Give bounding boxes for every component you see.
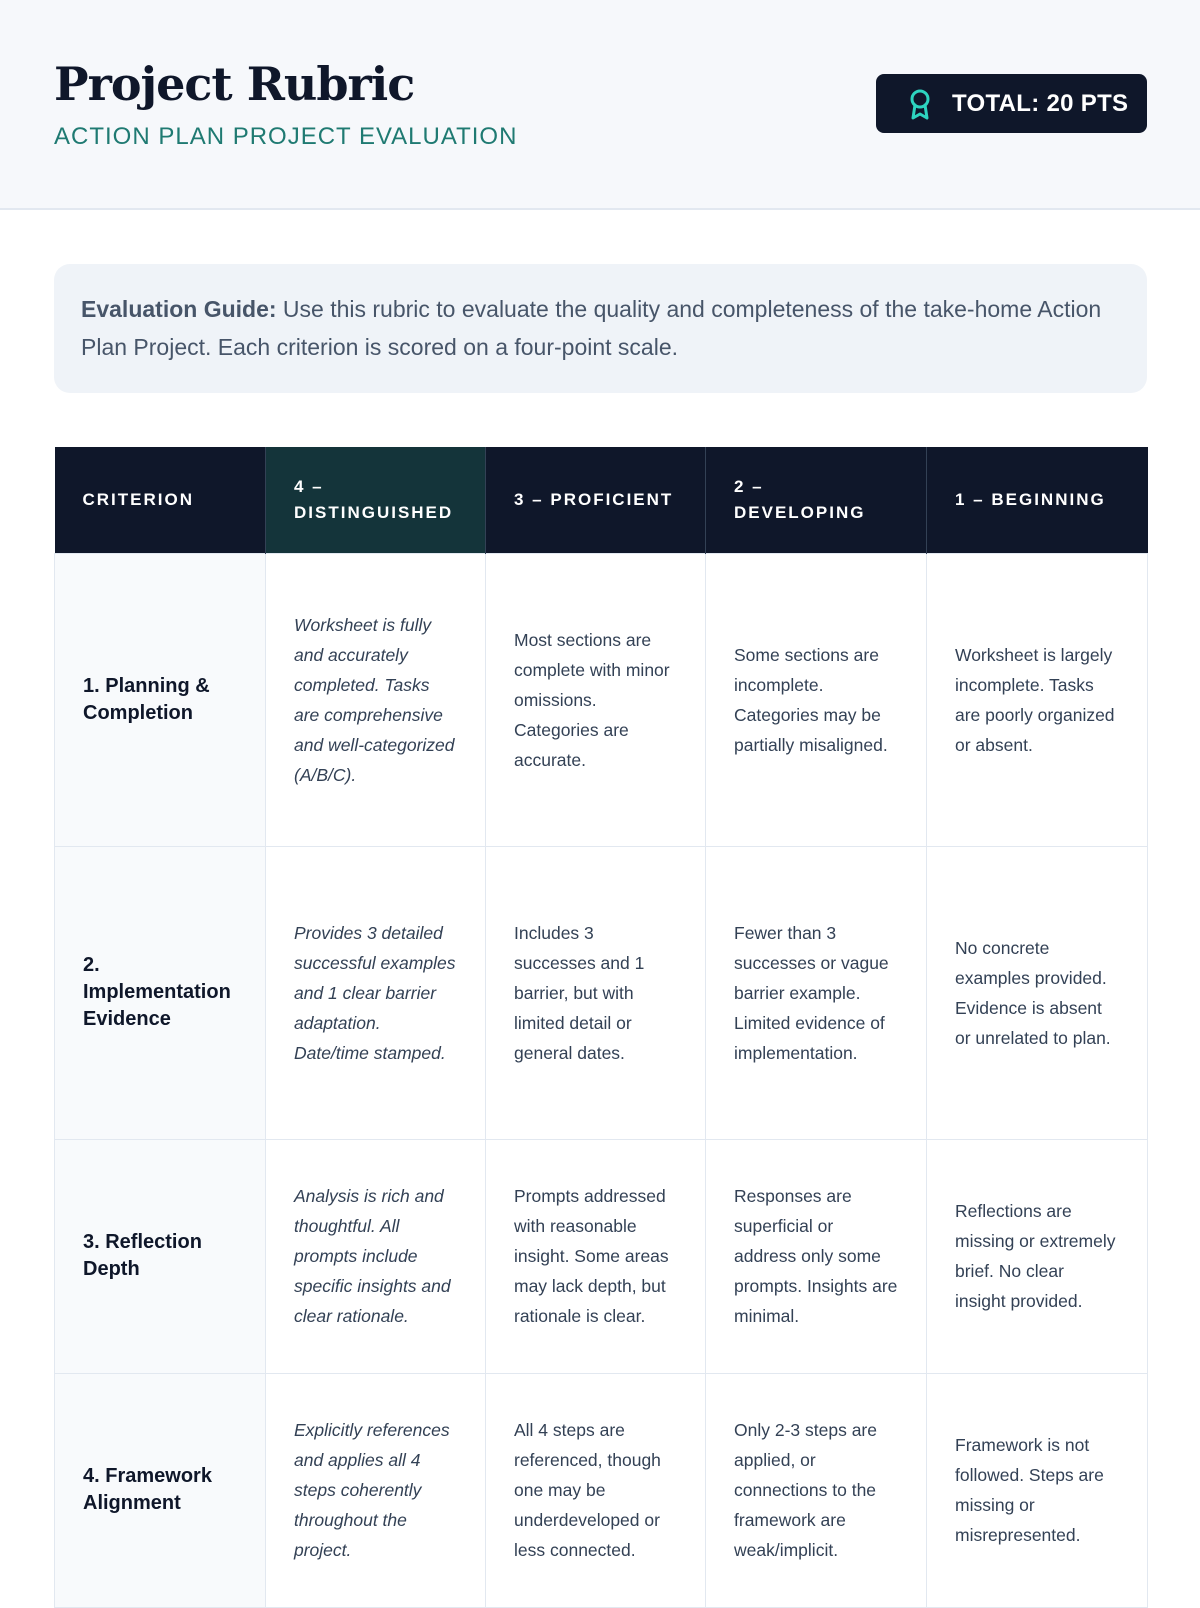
evaluation-guide xyxy=(54,264,1147,393)
column-header-beginning: 1 – BEGINNING xyxy=(927,447,1148,553)
award-ribbon-icon xyxy=(906,88,934,120)
criterion-cell: 2. Implementation Evidence xyxy=(55,846,266,1139)
proficient-cell: Includes 3 successes and 1 barrier, but with limited detail or general dates. xyxy=(486,846,706,1139)
rubric-header-row xyxy=(55,447,1148,553)
distinguished-cell: Worksheet is fully and accurately completed. Tasks are comprehensive and well-categorized (A/B/C). xyxy=(266,553,486,846)
distinguished-cell: Explicitly references and applies all 4 steps coherently throughout the project. xyxy=(266,1373,486,1607)
beginning-cell: No concrete examples provided. Evidence is absent or unrelated to plan. xyxy=(927,846,1148,1139)
page-title: Project Rubric xyxy=(54,57,415,111)
proficient-cell: Prompts addressed with reasonable insight. Some areas may lack depth, but rationale is clear. xyxy=(486,1139,706,1373)
beginning-cell: Reflections are missing or extremely brief. No clear insight provided. xyxy=(927,1139,1148,1373)
total-points-badge xyxy=(876,74,1147,133)
table-row xyxy=(55,1373,1148,1607)
beginning-cell: Framework is not followed. Steps are missing or misrepresented. xyxy=(927,1373,1148,1607)
column-header-distinguished: 4 – DISTINGUISHED xyxy=(266,447,486,553)
page-subtitle: ACTION PLAN PROJECT EVALUATION xyxy=(54,123,518,150)
criterion-cell: 4. Framework Alignment xyxy=(55,1373,266,1607)
evaluation-guide-text: Use this rubric to evaluate the quality and completeness of the take-home Action Plan Project. Each criterion is scored on a four-point scale. xyxy=(81,296,1102,360)
column-header-proficient: 3 – PROFICIENT xyxy=(486,447,706,553)
developing-cell: Some sections are incomplete. Categories may be partially misaligned. xyxy=(706,553,927,846)
table-row xyxy=(55,553,1148,846)
table-row xyxy=(55,1139,1148,1373)
rubric-table xyxy=(54,447,1148,1608)
beginning-cell: Worksheet is largely incomplete. Tasks are poorly organized or absent. xyxy=(927,553,1148,846)
developing-cell: Fewer than 3 successes or vague barrier example. Limited evidence of implementation. xyxy=(706,846,927,1139)
column-header-developing: 2 – DEVELOPING xyxy=(706,447,927,553)
evaluation-guide-label: Evaluation Guide: xyxy=(81,296,277,322)
total-points-label: TOTAL: 20 PTS xyxy=(952,89,1129,117)
developing-cell: Only 2-3 steps are applied, or connections to the framework are weak/implicit. xyxy=(706,1373,927,1607)
proficient-cell: Most sections are complete with minor omissions. Categories are accurate. xyxy=(486,553,706,846)
distinguished-cell: Analysis is rich and thoughtful. All prompts include specific insights and clear rationale. xyxy=(266,1139,486,1373)
proficient-cell: All 4 steps are referenced, though one may be underdeveloped or less connected. xyxy=(486,1373,706,1607)
column-header-criterion: CRITERION xyxy=(55,447,266,553)
criterion-cell: 3. Reflection Depth xyxy=(55,1139,266,1373)
criterion-cell: 1. Planning & Completion xyxy=(55,553,266,846)
developing-cell: Responses are superficial or address only some prompts. Insights are minimal. xyxy=(706,1139,927,1373)
distinguished-cell: Provides 3 detailed successful examples and 1 clear barrier adaptation. Date/time stamped. xyxy=(266,846,486,1139)
table-row xyxy=(55,846,1148,1139)
page-header xyxy=(0,0,1200,210)
